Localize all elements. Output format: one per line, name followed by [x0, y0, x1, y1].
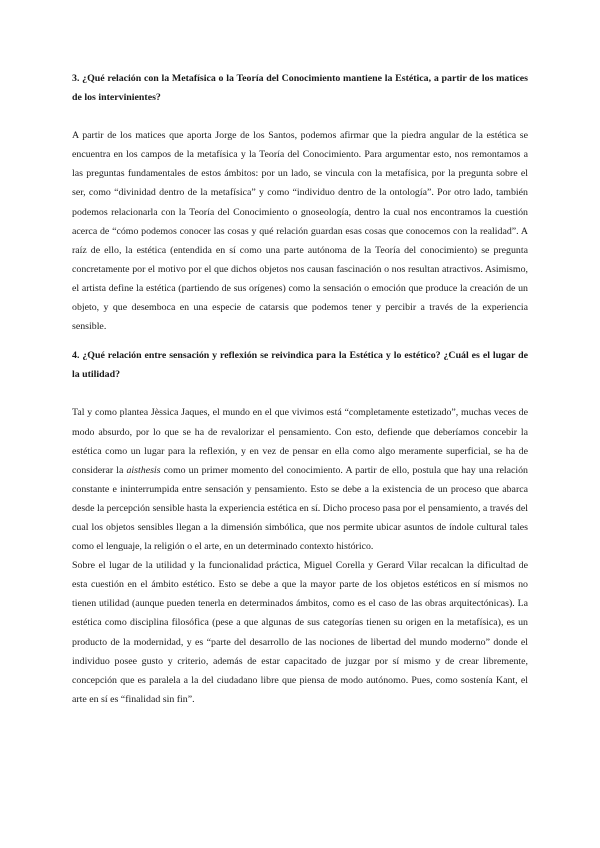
aisthesis-term: aisthesis [126, 464, 161, 476]
section-4-heading: 4. ¿Qué relación entre sensación y reflexión se reivindica para la Estética y lo estético? ¿Cuál es el lugar de la utilidad? [72, 350, 528, 381]
section-3-paragraph: A partir de los matices que aporta Jorge de los Santos, podemos afirmar que la piedra angular de la estética se encuentra en los campos de la metafísica y la Teoría del Conocimiento. Para argumentar esto, nos remontamos a las preguntas fundamentales de estos ámbitos: por un lado, se vincula con la metafísica, por la pregunta sobre el ser, como “divinidad dentro de la metafísica” y como “individuo dentro de la ontología”. Por otro lado, también podemos relacionarla con la Teoría del Conocimiento o gnoseología, dentro la cual nos encontramos la cuestión acerca de “cómo podemos conocer las cosas y qué relación guardan esas cosas que conocemos con la realidad”. A raíz de ello, la estética (entendida en sí como una parte autónoma de la Teoría del conocimiento) se pregunta concretamente por el motivo por el que dichos objetos nos causan fascinación o nos resultan atractivos. Asimismo, el artista define la estética (partiendo de sus orígenes) como la sensación o emoción que produce la creación de un objeto, y que desemboca en una especie de catarsis que podemos tener y percibir a través de la experiencia sensible. [72, 130, 528, 333]
section-3-heading: 3. ¿Qué relación con la Metafísica o la Teoría del Conocimiento mantiene la Estética, a partir de los matices de los intervinientes? [72, 73, 528, 104]
section-4-paragraph-2: Sobre el lugar de la utilidad y la funcionalidad práctica, Miguel Corella y Gerard Vilar recalcan la dificultad de esta cuestión en el ámbito estético. Esto se debe a que la mayor parte de los objetos estéticos en sí mismos no tienen utilidad (aunque pueden tenerla en determinados ámbitos, como es el caso de las obras arquitectónicas). La estética como disciplina filosófica (pese a que algunas de sus categorías tienen su origen en la metafísica), es un producto de la modernidad, y es “parte del desarrollo de las nociones de libertad del mundo moderno” donde el individuo posee gusto y criterio, además de estar capacitado de juzgar por sí mismo y de crear libremente, concepción que es paralela a la del ciudadano libre que piensa de modo autónomo. Pues, como sostenía Kant, el arte en sí es “finalidad sin fin”. [72, 560, 528, 705]
document-body [72, 69, 528, 709]
paragraph-text-start: Tal y como plantea Jèssica Jaques, el mundo en el que vivimos está “completamente estetizado”, muchas veces de modo absurdo, por lo que se ha de revalorizar el pensamiento. Con esto, defiende que deberíamos concebir la estética como un lugar para la reflexión, y en vez de pensar en ella como algo meramente superficial, se ha de considerar la [72, 407, 528, 476]
section-4-paragraph-1 [72, 403, 528, 556]
paragraph-text-end: como un primer momento del conocimiento. A partir de ello, postula que hay una relación constante e ininterrumpida entre sensación y pensamiento. Esto se debe a la existencia de un proceso que abarca desde la percepción sensible hasta la experiencia estética en sí. Dicho proceso pasa por el pensamiento, a través del cual los objetos sensibles llegan a la dimensión simbólica, que nos permite ubicar asuntos de índole cultural tales como el lenguaje, la religión o el arte, en un determinado contexto histórico. [72, 464, 528, 553]
